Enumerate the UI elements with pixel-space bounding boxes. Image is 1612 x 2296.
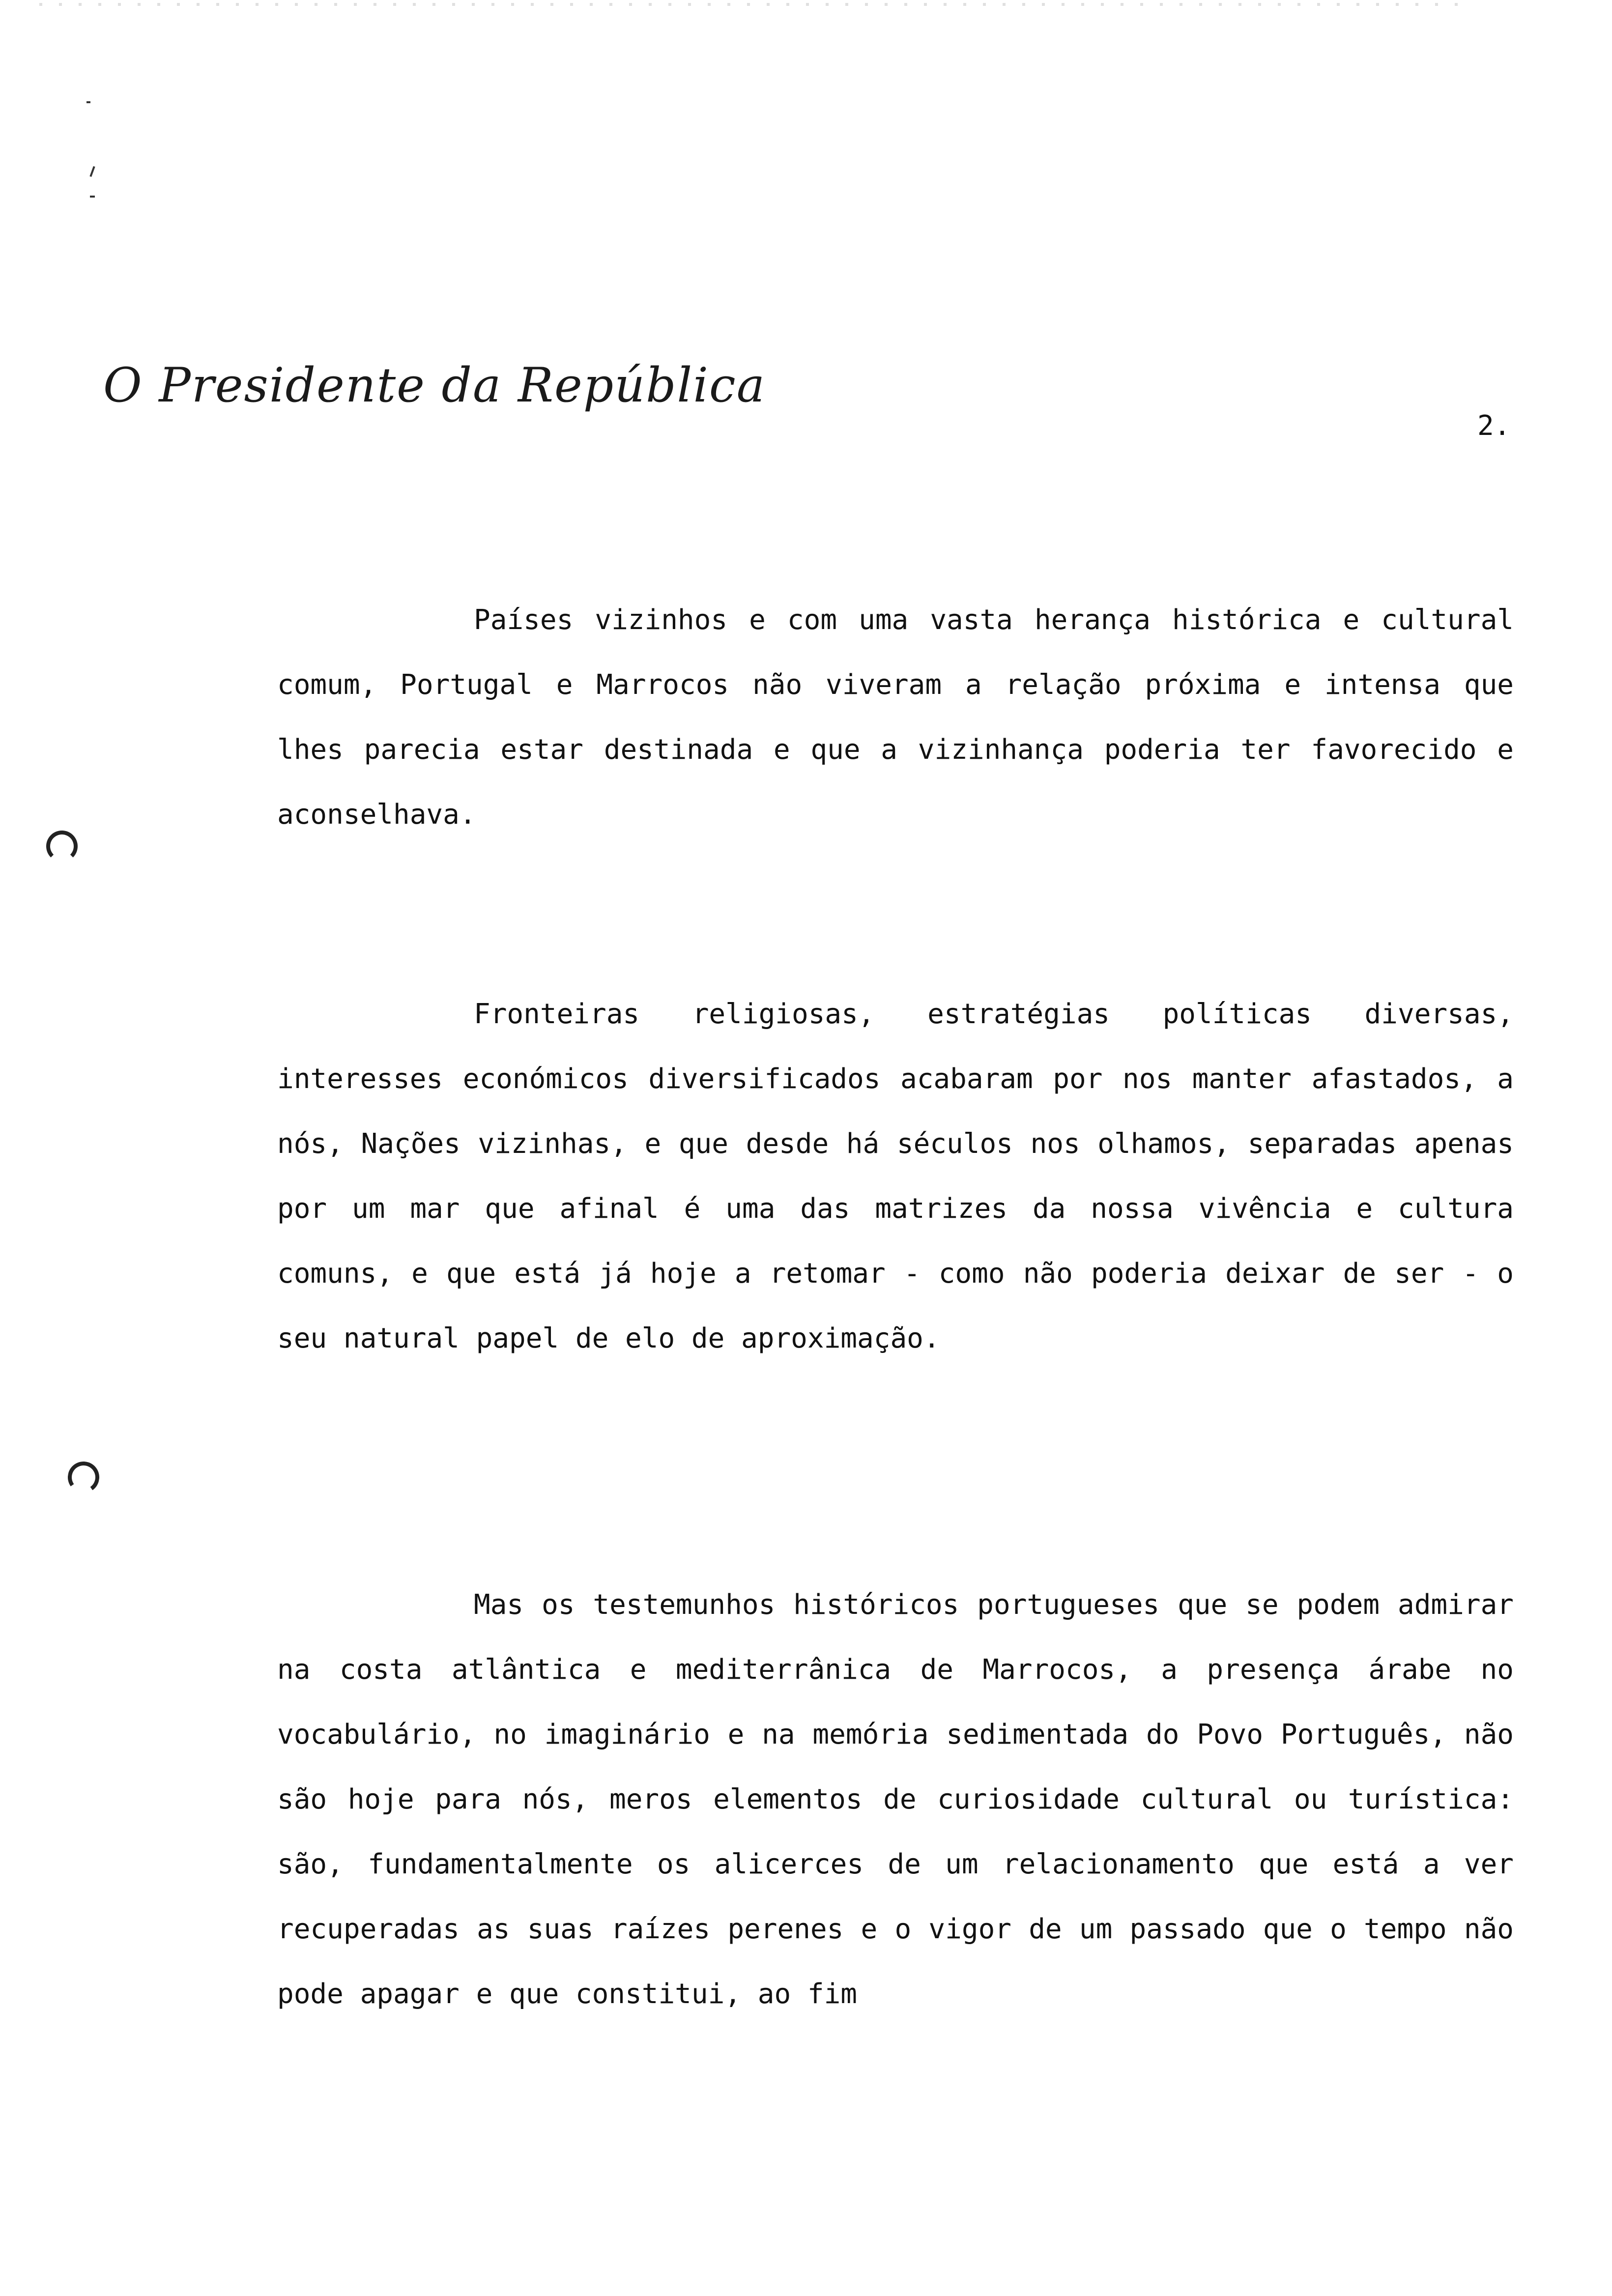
paragraph-1 — [277, 588, 1514, 847]
paragraph-text: Fronteiras religiosas, estratégias políticas diversas, interesses económicos diversificados acabaram por nos manter afastados, a nós, Nações vizinhas, e que desde há séculos nos olhamos, separadas apenas por um mar que afinal é uma das matrizes da nossa vivência e cultura comuns, e que está já hoje a retomar - como não poderia deixar de ser - o seu natural papel de elo de aproximação. — [277, 998, 1514, 1354]
punch-hole-mark — [65, 1459, 102, 1495]
paragraph-2 — [277, 982, 1514, 1371]
paragraph-text: Mas os testemunhos históricos portugueses que se podem admirar na costa atlântica e mediterrânica de Marrocos, a presença árabe no vocabulário, no imaginário e na memória sedimentada do Povo Português, não são hoje para nós, meros elementos de curiosidade cultural ou turística: são, fundamentalmente os alicerces de um relacionamento que está a ver recuperadas as suas raízes perenes e o vigor de um passado que o tempo não pode apagar e que constitui, ao fim — [277, 1589, 1514, 2010]
letterhead-title: O Presidente da República — [103, 358, 766, 413]
paragraph-3 — [277, 1573, 1514, 2027]
paragraph-text: Países vizinhos e com uma vasta herança histórica e cultural comum, Portugal e Marrocos não viveram a relação próxima e intensa que lhes parecia estar destinada e que a vizinhança poderia ter favorecido e aconselhava. — [277, 604, 1514, 831]
scan-edge-noise — [39, 3, 1465, 6]
punch-hole-mark — [46, 831, 78, 862]
scan-mark — [86, 101, 90, 103]
scan-mark — [90, 196, 95, 198]
scan-mark — [89, 166, 95, 177]
page-number: 2. — [1477, 410, 1511, 442]
